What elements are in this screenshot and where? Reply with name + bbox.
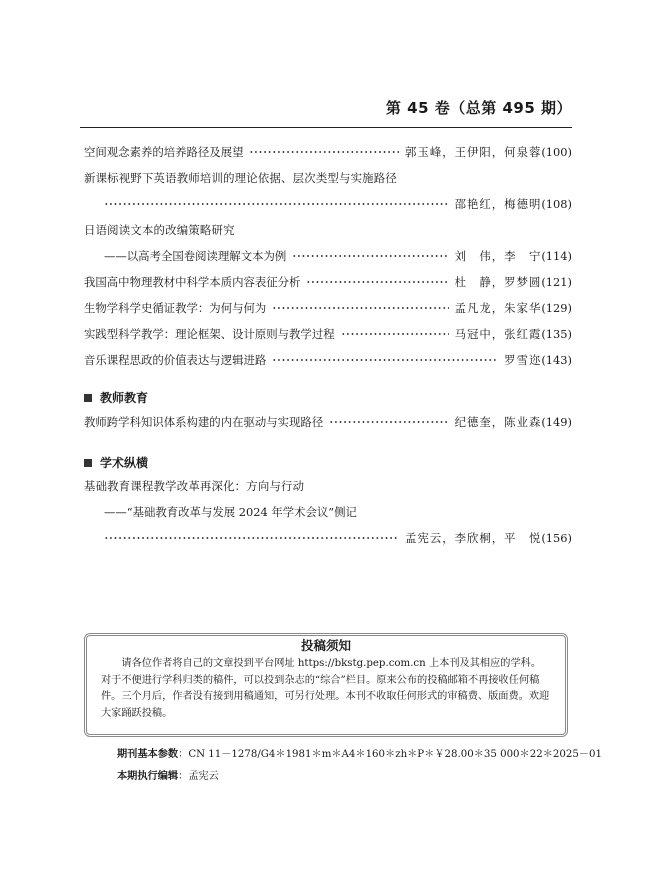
toc-entry-page: (114) [541,249,572,263]
dot-leader [104,203,449,205]
toc-entry-title: 日语阅读文本的改编策略研究 [84,223,235,237]
toc-entry-title: 空间观念素养的培养路径及展望 [84,145,244,159]
notice-title: 投稿须知 [300,638,351,653]
toc-entry-authors: 孟宪云，李欣桐，平 悦 [405,531,542,545]
toc-entry[interactable] [84,300,572,316]
toc-entry[interactable] [84,222,572,238]
toc-entry-continuation [84,504,572,520]
toc-entry-page: (135) [541,327,572,341]
section-title: 教师教育 [100,391,149,405]
editor-colon: ： [178,771,189,782]
toc-entry-page: (121) [541,275,572,289]
toc-entry-page: (143) [541,353,572,367]
toc-entry-authors: 纪德奎，陈业森 [454,415,542,429]
section-heading [84,454,148,471]
params-label: 期刊基本参数 [117,749,179,760]
toc-entry[interactable] [84,144,572,160]
toc-entry-title: 基础教育课程教学改革再深化：方向与行动 [84,479,305,493]
section-title: 学术纵横 [100,456,149,470]
toc-entry-title: 教师跨学科知识体系构建的内在驱动与实现路径 [84,415,324,429]
dot-leader [104,537,399,539]
toc-entry-continuation [84,530,572,546]
toc-entry-title: 生物学科学史循证教学：为何与何为 [84,301,267,315]
toc-entry-authors: 马冠中，张红霞 [454,327,542,341]
toc-entry[interactable] [84,170,572,186]
toc-entry-title: 实践型科学教学：理论框架、设计原则与教学过程 [84,327,335,341]
toc-entry-authors: 罗雪迩 [504,353,542,367]
toc-entry[interactable] [84,414,572,430]
dot-leader [272,307,448,309]
toc-entry-authors: 郭玉峰，王伊阳，何泉蓉 [405,145,542,159]
dot-leader [292,255,448,257]
toc-entry-authors: 孟凡龙，朱家华 [454,301,542,315]
notice-body: 请各位作者将自己的文章投到平台网址 https://bkstg.pep.com.cn 上本刊及其相应的学科。对于不便进行学科归类的稿件，可以投到杂志的“综合”栏目。原来公布的投稿邮箱不再接收任何稿件。三个月后，作者没有接到用稿通知，可另行处理。本刊不收取任何形式的审稿费、版面费。欢迎大家踊跃投稿。 [101,658,550,719]
toc-entry-authors: 杜 静，罗梦圆 [454,275,542,289]
toc-entry[interactable] [84,352,572,368]
editor-label: 本期执行编辑 [117,771,179,782]
params-value: CN 11－1278/G4＊1981＊m＊A4＊160＊zh＊P＊￥28.00＊35 000＊22＊2025－01 [188,749,602,760]
toc-entry[interactable] [84,478,572,494]
toc-entry-page: (129) [541,301,572,315]
journal-parameters [117,745,602,760]
toc-entry-continuation [84,196,572,212]
toc-entry-authors: 刘 伟，李 宁 [454,249,542,263]
dot-leader [329,421,448,423]
section-heading [84,389,148,406]
executive-editor [117,767,219,782]
params-colon: ： [178,749,189,760]
section-square-icon [84,459,92,467]
dot-leader [341,333,449,335]
toc-entry-title: 新课标视野下英语教师培训的理论依据、层次类型与实施路径 [84,171,397,185]
submission-notice-box [84,633,568,737]
toc-entry-continuation [84,248,572,264]
toc-entry-authors: 邵艳红，梅德明 [454,197,542,211]
toc-entry-page: (108) [541,197,572,211]
toc-entry[interactable] [84,274,572,290]
editor-value: 孟宪云 [188,771,219,782]
toc-entry-page: (156) [541,531,572,545]
toc-entry-title: 我国高中物理教材中科学本质内容表征分析 [84,275,301,289]
section-square-icon [84,394,92,402]
toc-entry[interactable] [84,326,572,342]
header-rule [80,127,572,128]
volume-header: 第 45 卷（总第 495 期） [385,99,572,117]
toc-entry-title: 音乐课程思政的价值表达与逻辑进路 [84,353,267,367]
dot-leader [249,151,399,153]
toc-entry-subtitle: ——以高考全国卷阅读理解文本为例 [104,249,287,263]
toc-entry-page: (100) [541,145,572,159]
toc-entry-subtitle: ——“基础教育改革与发展 2024 年学术会议”侧记 [104,505,357,519]
dot-leader [306,281,448,283]
toc-entry-page: (149) [541,415,572,429]
dot-leader [272,359,498,361]
